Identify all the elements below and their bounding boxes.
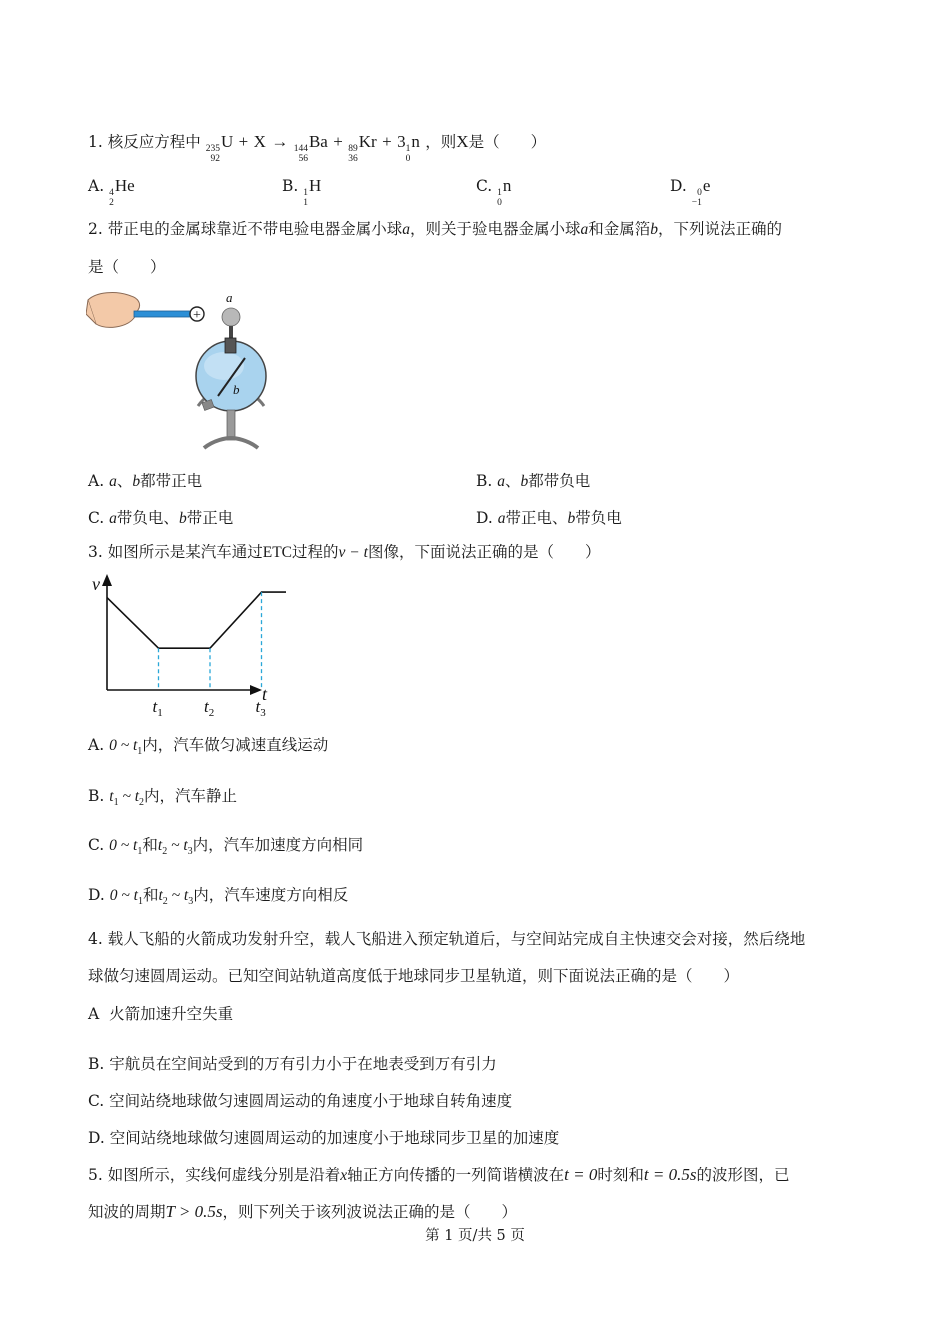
q2-option-c[interactable]: C. a带负电、b带正电 xyxy=(88,509,234,527)
q2-option-b[interactable]: B. a、b都带负电 xyxy=(476,472,591,490)
x-axis-arrow xyxy=(250,685,262,695)
charged-rod xyxy=(134,311,192,317)
q3-stem: 3. 如图所示是某汽车通过ETC过程的v − t图像，下面说法正确的是（ ） xyxy=(88,543,601,561)
q3-option-b[interactable]: B. $t_1$ ~ $t_2$内，汽车静止 xyxy=(88,787,238,809)
q3-option-d[interactable]: D. 0 ~ $t_1$和$t_2$ ~ $t_3$内，汽车速度方向相反 xyxy=(88,886,349,908)
q3-option-c[interactable]: C. 0 ~ $t_1$和$t_2$ ~ $t_3$内，汽车加速度方向相同 xyxy=(88,836,364,858)
q1-option-a[interactable]: A. 4 2 He xyxy=(88,176,135,208)
q4-option-a[interactable]: A 火箭加速升空失重 xyxy=(88,1005,234,1023)
hand-icon xyxy=(88,293,140,328)
ball-a xyxy=(222,308,240,326)
q4-option-d[interactable]: D. 空间站绕地球做匀速圆周运动的加速度小于地球同步卫星的加速度 xyxy=(88,1129,560,1147)
q3-option-a[interactable]: A. 0 ~ $t_1$内，汽车做匀减速直线运动 xyxy=(88,736,329,758)
tick-label-t2: $t_2$ xyxy=(204,697,215,719)
q4-stem-line1: 4. 载人飞船的火箭成功发射升空，载人飞船进入预定轨道后，与空间站完成自主快速交会对接，然后绕地 xyxy=(88,930,806,948)
q3-vt-chart xyxy=(86,570,286,720)
q1-equation: 235 92 U + X → 144 56 Ba + 89 36 Kr + 3 1 0 n xyxy=(205,132,420,164)
page-footer: 第 1 页/共 5 页 xyxy=(425,1228,525,1244)
q1-stem: 1. 核反应方程中 235 92 U + X → 144 56 Ba + 89 36 Kr + 3 1 0 n ，则X是（ ） xyxy=(88,132,547,164)
plus-sign: + xyxy=(193,308,201,323)
y-axis-arrow xyxy=(102,574,112,586)
q5-stem-line1: 5. 如图所示，实线何虚线分别是沿着x轴正方向传播的一列简谐横波在t = 0时刻和t = 0.5s的波形图，已 xyxy=(88,1165,790,1184)
label-a: a xyxy=(226,290,233,305)
x-axis-label: t xyxy=(262,684,268,704)
q2-option-d[interactable]: D. a带正电、b带负电 xyxy=(476,509,622,527)
tick-label-t3: $t_3$ xyxy=(255,697,266,719)
q5-stem-line2: 知波的周期T > 0.5s，则下列关于该列波说法正确的是（ ） xyxy=(88,1202,518,1221)
q4-option-b[interactable]: B. 宇航员在空间站受到的万有引力小于在地表受到万有引力 xyxy=(88,1055,497,1073)
q2-stem-line2: 是（ ） xyxy=(88,258,166,276)
q2-stem-line1: 2. 带正电的金属球靠近不带电验电器金属小球a，则关于验电器金属小球a和金属箔b，下列说法正确的 xyxy=(88,220,783,238)
q4-stem-line2: 球做匀速圆周运动。已知空间站轨道高度低于地球同步卫星轨道，则下面说法正确的是（ ） xyxy=(88,967,740,985)
q4-option-c[interactable]: C. 空间站绕地球做匀速圆周运动的角速度小于地球自转角速度 xyxy=(88,1092,513,1110)
q2-electroscope-figure xyxy=(86,288,286,453)
q1-option-d[interactable]: D. 0 −1 e xyxy=(670,176,711,208)
tick-label-t1: $t_1$ xyxy=(152,697,163,719)
y-axis-label: v xyxy=(92,574,100,594)
label-b: b xyxy=(233,382,240,397)
q2-option-a[interactable]: A. a、b都带正电 xyxy=(88,472,203,490)
q1-option-b[interactable]: B. 1 1 H xyxy=(282,176,322,208)
q1-option-c[interactable]: C. 1 0 n xyxy=(476,176,512,208)
velocity-series-line xyxy=(107,592,286,648)
